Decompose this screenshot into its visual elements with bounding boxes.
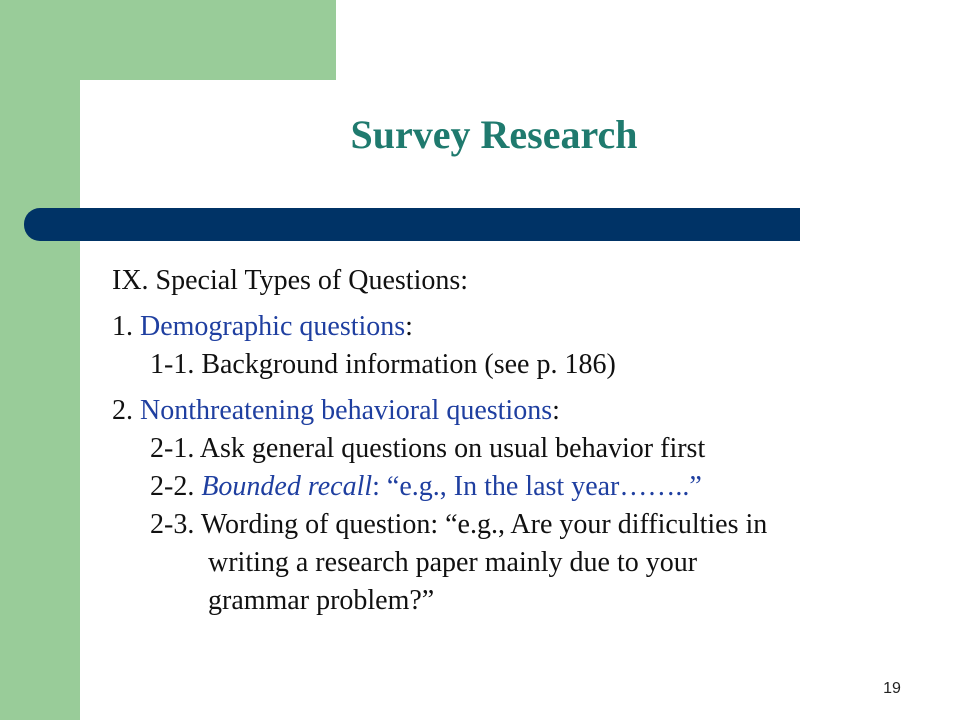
- slide-body: [112, 262, 942, 620]
- slide-title: Survey Research: [350, 112, 638, 157]
- page-number: 19: [883, 680, 901, 697]
- item-2-suffix: :: [552, 395, 560, 426]
- item-2-3-line-3: grammar problem?”: [208, 585, 435, 616]
- item-2-3-line-1: 2-3. Wording of question: “e.g., Are your difficulties in: [150, 509, 768, 540]
- item-2-1: 2-1. Ask general questions on usual behavior first: [150, 433, 706, 464]
- green-side-strip: [0, 0, 80, 720]
- section-heading: IX. Special Types of Questions:: [112, 265, 469, 296]
- item-1-1: 1-1. Background information (see p. 186): [150, 349, 616, 380]
- item-1: [112, 308, 942, 346]
- item-2-number: 2.: [112, 395, 140, 426]
- item-2: [112, 392, 942, 430]
- item-2-2: [112, 468, 942, 506]
- item-2-label: Nonthreatening behavioral questions: [140, 395, 553, 426]
- item-1-suffix: :: [405, 311, 413, 342]
- item-2-3-line-2: writing a research paper mainly due to your: [208, 547, 698, 578]
- item-2-2-italic-term: Bounded recall: [201, 471, 373, 502]
- item-2-2-prefix: 2-2.: [150, 471, 202, 502]
- title-divider-bar: [24, 208, 800, 241]
- item-1-number: 1.: [112, 311, 140, 342]
- item-1-label: Demographic questions: [140, 311, 406, 342]
- green-top-block: [0, 0, 336, 80]
- item-2-2-rest: : “e.g., In the last year……..”: [372, 471, 702, 502]
